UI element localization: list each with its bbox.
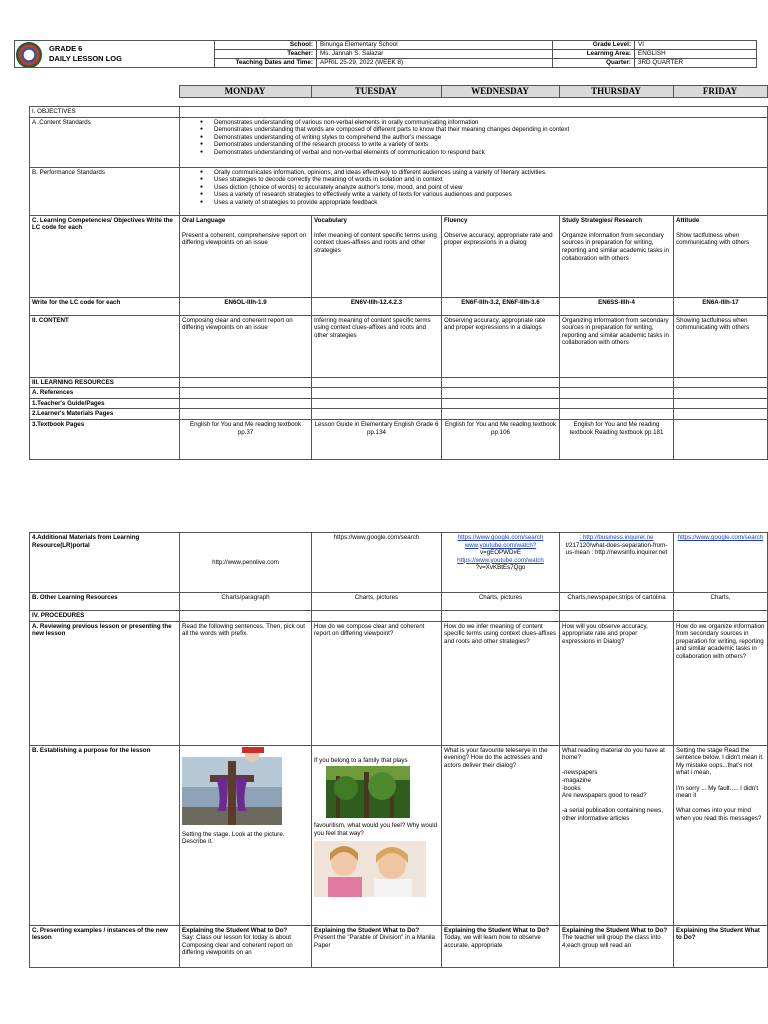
- dates-value: APRIL 25-29, 2022 (WEEK 8): [317, 59, 553, 68]
- children-picture: [314, 841, 426, 897]
- purpose-friday-text1: Setting the stage Read the sentence below. I didn't mean it. My mistake oops...that's not what i mean,: [676, 746, 764, 777]
- header-title-cell: [15, 41, 215, 68]
- quarter-value: 3RD QUARTER: [635, 59, 757, 68]
- examples-friday: [674, 925, 768, 967]
- additional-thursday: [560, 533, 674, 593]
- textbook-tuesday: Lesson Guide in Elementary English Grade 6 pp.134: [312, 419, 442, 459]
- competency-text: Observe accuracy, appropriate rate and proper expressions in a dialog: [444, 231, 553, 247]
- competency-wednesday: [442, 215, 560, 297]
- purpose-monday: [180, 745, 312, 925]
- forest-picture: [326, 766, 410, 818]
- performance-standard-item: ● Uses diction (choice of words) to accurately analyze author's tone, mood, and point of view: [182, 184, 765, 192]
- lc-code-wednesday: EN6F-IIIh-3.2, EN6F-IIIh-3.6: [442, 297, 560, 315]
- lc-code-thursday: EN6SS-IIIh-4: [560, 297, 674, 315]
- dll-title: DAILY LESSON LOG: [49, 54, 122, 63]
- competency-head: Fluency: [444, 216, 468, 224]
- day-friday: FRIDAY: [673, 86, 767, 98]
- lc-code-label: Write for the LC code for each: [30, 297, 180, 315]
- lesson-log-header: [14, 40, 757, 68]
- review-monday: Read the following sentences. Then, pick out all the words with prefix.: [180, 621, 312, 745]
- performance-standard-item: ● Uses strategies to decode correctly the meaning of words in isolation and in context: [182, 176, 765, 184]
- school-label: School:: [215, 41, 317, 50]
- youtube-link[interactable]: www.youtube.com/watch?: [464, 541, 537, 549]
- content-wednesday: Observing accuracy, appropriate rate and proper expressions in a dialogs: [442, 315, 560, 377]
- content-standard-item: ● Demonstrates understanding of verbal and non-verbal elements of communication to respond back: [182, 149, 765, 157]
- purpose-thursday-q1: What reading material do you have at home?: [562, 746, 665, 762]
- performance-standard-item: ● Uses a variety of strategies to provide appropriate feedback: [182, 199, 765, 207]
- grade-level-value: VI: [635, 41, 757, 50]
- competencies-label: C. Learning Competencies/ Objectives Write the LC code for each: [30, 215, 180, 297]
- additional-materials-label: 4.Additional Materials from Learning Resource(LR)portal: [30, 533, 180, 593]
- learning-resources-heading: III. LEARNING RESOURCES: [30, 377, 180, 388]
- other-wednesday: Charts, pictures: [442, 593, 560, 611]
- additional-friday: [674, 533, 768, 593]
- examples-head: Explaining the Student What to Do?: [562, 926, 668, 934]
- performance-standard-item: ● Orally communicates information, opinions, and ideas effectively to different audiences using a variety of literary activities.: [182, 169, 765, 177]
- purpose-friday-text2: I'm sorry ... My fault..... I didn't mean it: [676, 784, 759, 800]
- competency-head: Vocabulary: [314, 216, 347, 224]
- examples-monday: [180, 925, 312, 967]
- learners-materials-label: 2.Learner's Materials Pages: [30, 409, 180, 420]
- purpose-label: B. Establishing a purpose for the lesson: [30, 745, 180, 925]
- purpose-wednesday: What is your favourite teleserye in the evening? How do the actresses and actors deliver their dialog?: [442, 745, 560, 925]
- examples-head: Explaining the Student What to Do?: [314, 926, 420, 934]
- youtube-query: v=gEOPWD#E: [479, 549, 522, 557]
- examples-thursday: [560, 925, 674, 967]
- additional-tuesday: https://www.google.com/search: [312, 533, 442, 593]
- content-standard-item: ● Demonstrates understanding of various non-verbal elements in orally communicating information: [182, 119, 765, 127]
- textbook-friday: [674, 419, 768, 459]
- other-thursday: Charts,newspaper,strips of cartolina: [560, 593, 674, 611]
- performance-standard-item: ● Uses a variety of research strategies to effectively write a variety of texts for various audiences and purposes: [182, 191, 765, 199]
- examples-head: Explaining the Student What to Do?: [676, 926, 760, 942]
- learning-area-label: Learning Area:: [553, 50, 635, 59]
- content-standard-item: ● Demonstrates understanding that words are composed of different parts to know that their meaning changes depending in context: [182, 126, 765, 134]
- purpose-monday-text: Setting the stage. Look at the picture. Describe it.: [182, 830, 285, 846]
- additional-wednesday: [442, 533, 560, 593]
- purpose-tuesday-text2: favouritism, what would you feel? Why would you feel that way?: [314, 822, 438, 837]
- day-tuesday: TUESDAY: [311, 86, 441, 98]
- dates-label: Teaching Dates and Time:: [215, 59, 317, 68]
- inquirer-link[interactable]: : http://business.inquirer.ne: [579, 534, 654, 541]
- competency-text: Infer meaning of content specific terms using context clues-affixes and roots and other strategies: [314, 231, 437, 254]
- learning-area-value: ENGLISH: [635, 50, 757, 59]
- reading-material-item: -magazine: [562, 776, 591, 784]
- review-wednesday: How do we infer meaning of content specific terms using context clues-affixes and roots and other strategies?: [442, 621, 560, 745]
- competency-thursday: [560, 215, 674, 297]
- competency-monday: [180, 215, 312, 297]
- textbook-monday: English for You and Me reading textbook pp.37: [180, 419, 312, 459]
- lc-code-tuesday: EN6V-IIIh-12.4.2.3: [312, 297, 442, 315]
- examples-text: Say: Class our lesson for today is about Composing clear and coherent report on differing viewpoints on an: [182, 934, 293, 957]
- reading-material-item: -newspapers: [562, 769, 598, 777]
- content-thursday: Organizing information from secondary sources in preparation for writing, reporting and similar academic tasks in collaboration with others: [560, 315, 674, 377]
- content-tuesday: Inferring meaning of content specific terms using context clues-affixes and roots and other strategies: [312, 315, 442, 377]
- teachers-guide-label: 1.Teacher's Guide/Pages: [30, 398, 180, 409]
- procedures-heading: IV. PROCEDURES: [30, 611, 180, 622]
- content-standard-item: ● Demonstrates understanding of the research process to write a variety of texts: [182, 141, 765, 149]
- performance-standards-label: B. Performance Standards: [30, 167, 180, 215]
- competency-friday: [674, 215, 768, 297]
- examples-head: Explaining the Student What to Do?: [444, 926, 550, 934]
- other-tuesday: Charts, pictures: [312, 593, 442, 611]
- textbook-wednesday: English for You and Me reading textbook pp.106: [442, 419, 560, 459]
- school-value: Binunga Elementary School: [317, 41, 553, 50]
- competency-head: Study Strategies/ Research: [562, 216, 643, 224]
- purpose-thursday-q2: Are newspapers good to read?: [562, 792, 647, 800]
- examples-head: Explaining the Student What to Do?: [182, 926, 288, 934]
- examples-text: Present the "Parable of Division" in a Manila Paper: [314, 934, 435, 949]
- competency-text: Present a coherent, comprehensive report on differing viewpoints on an issue: [182, 231, 307, 247]
- purpose-thursday-def: -a serial publication containing news, other informative articles: [562, 807, 664, 822]
- review-tuesday: How do we compose clear and coherent report on differing viewpoint?: [312, 621, 442, 745]
- google-search-link[interactable]: https://www.google.com/search: [677, 534, 764, 541]
- content-friday: Showing tactfulness when communicating with others: [674, 315, 768, 377]
- quarter-label: Quarter:: [553, 59, 635, 68]
- content-label: II. CONTENT: [30, 315, 180, 377]
- competency-head: Oral Language: [182, 216, 226, 224]
- youtube-link[interactable]: https://www.youtube.com/watch: [457, 556, 544, 564]
- reading-material-item: -books: [562, 784, 581, 792]
- competency-text: Organize information from secondary sources in preparation for writing, reporting and similar academic tasks in collaboration with others: [562, 231, 669, 262]
- competency-tuesday: [312, 215, 442, 297]
- competency-text: Show tactfulness when communicating with others: [676, 231, 750, 247]
- lesson-table-page1: [29, 106, 768, 460]
- lc-code-monday: EN6OL-IIIh-1.9: [180, 297, 312, 315]
- purpose-tuesday: [312, 745, 442, 925]
- days-spacer: [29, 86, 179, 98]
- teacher-label: Teacher:: [215, 50, 317, 59]
- review-label: A. Reviewing previous lesson or presenting the new lesson: [30, 621, 180, 745]
- other-resources-label: B. Other Learning Resources: [30, 593, 180, 611]
- review-thursday: How will you observe accuracy, appropriate rate and proper expressions in Dialog?: [560, 621, 674, 745]
- grade-level-label: Grade Level:: [553, 41, 635, 50]
- additional-monday: http://www.pennlive.com: [180, 533, 312, 593]
- day-wednesday: WEDNESDAY: [441, 86, 559, 98]
- purpose-friday: [674, 745, 768, 925]
- grade-title: GRADE 6: [49, 44, 83, 53]
- review-friday: How do we organize information from secondary sources in preparation for writing, reporting and similar academic tasks in collaboration with others?: [674, 621, 768, 745]
- teacher-value: Ms. Jannah S. Salazar: [317, 50, 553, 59]
- content-monday: Composing clear and coherent report on differing viewpoints on an issue: [180, 315, 312, 377]
- purpose-friday-text3: What comes into your mind when you read this messages?: [676, 807, 762, 822]
- performance-standards-cell: [180, 167, 768, 215]
- textbook-thursday: English for You and Me reading textbook Reading textbook pp.181: [560, 419, 674, 459]
- other-friday: Charts,: [674, 593, 768, 611]
- content-standard-item: ● Demonstrates understanding of writing styles to comprehend the author's message: [182, 134, 765, 142]
- day-thursday: THURSDAY: [559, 86, 673, 98]
- textbook-pages-label: 3.Textbook Pages: [30, 419, 180, 459]
- inquirer-path: t/217120/what-does-separation-from-us-mean : http://newsinfo.inquirer.net: [565, 541, 668, 557]
- weekday-header-row: [29, 85, 768, 98]
- content-standards-label: A .Content Standards: [30, 117, 180, 167]
- lc-code-friday: EN6A-IIIh-17: [674, 297, 768, 315]
- cross-picture: [182, 747, 282, 825]
- references-label: A. References: [30, 388, 180, 399]
- google-search-link[interactable]: https://www.google.com/search: [457, 534, 544, 541]
- content-standards-cell: [180, 117, 768, 167]
- examples-text: Today, we will learn how to observe accurate, appropriate: [444, 934, 541, 949]
- day-monday: MONDAY: [179, 86, 311, 98]
- youtube-query: ?v=XvKBtEs7Qgo: [475, 564, 526, 572]
- other-monday: Charts/paragraph: [180, 593, 312, 611]
- purpose-tuesday-text1: If you belong to a family that plays: [314, 756, 408, 764]
- examples-wednesday: [442, 925, 560, 967]
- competency-head: Attitude: [676, 216, 700, 224]
- objectives-heading: I. OBJECTIVES: [30, 107, 180, 118]
- lesson-table-page2: [29, 532, 768, 968]
- examples-label: C. Presenting examples / instances of the new lesson: [30, 925, 180, 967]
- purpose-thursday: [560, 745, 674, 925]
- examples-text: The teacher will group the class into 4;each group will read an: [562, 934, 661, 949]
- examples-tuesday: [312, 925, 442, 967]
